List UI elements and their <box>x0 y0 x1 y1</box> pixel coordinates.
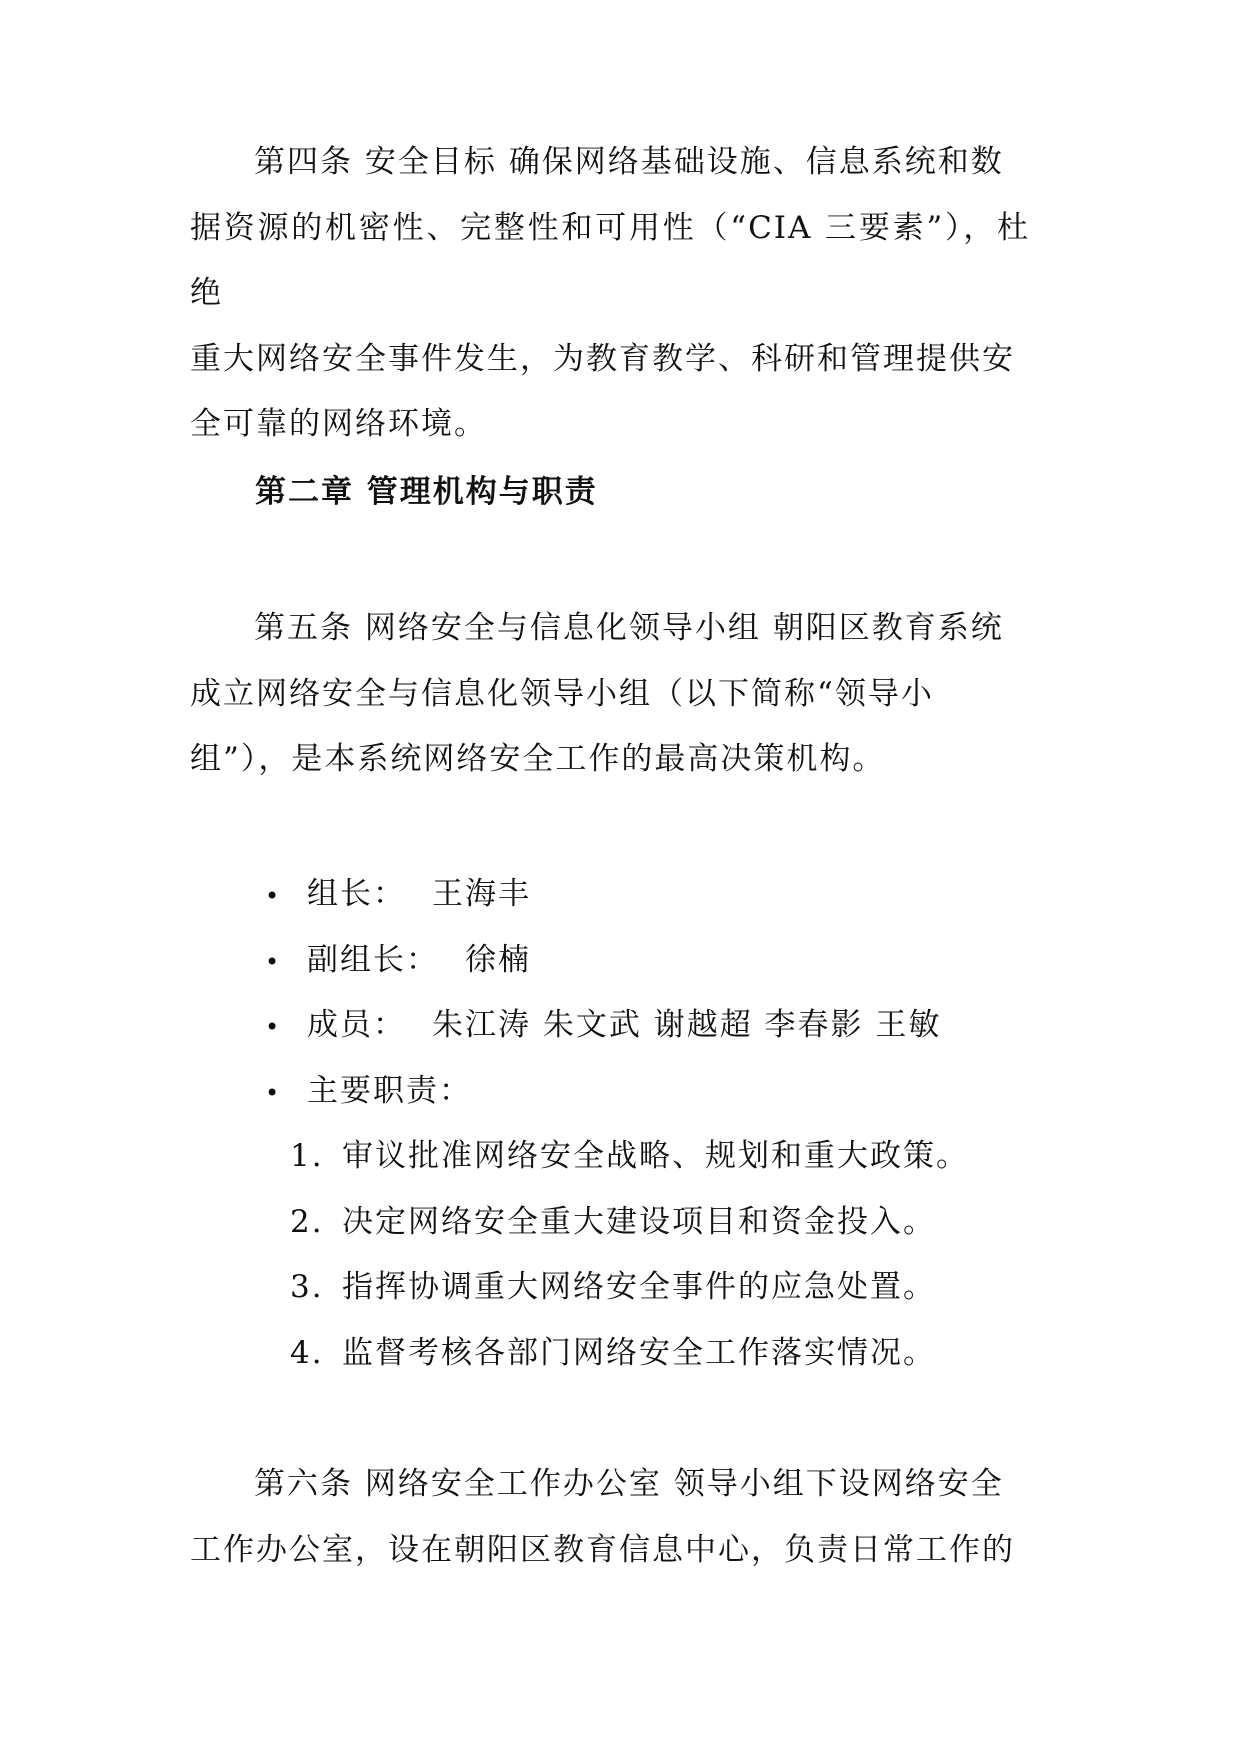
duties-list <box>290 1124 969 1386</box>
article-6-line: 工作办公室，设在朝阳区教育信息中心，负责日常工作的 <box>190 1531 1015 1568</box>
duty-item <box>290 1190 969 1256</box>
article-5-line: 第五条 网络安全与信息化领导小组 朝阳区教育系统 <box>254 610 1004 646</box>
duty-item <box>290 1255 969 1321</box>
article-4-line: 第四条 安全目标 确保网络基础设施、信息系统和数 <box>254 144 1004 180</box>
duties-label: 主要职责： <box>307 1072 472 1109</box>
bullet-icon: • <box>265 882 282 910</box>
duty-number: 2. <box>290 1203 324 1240</box>
list-item-leader <box>265 862 941 928</box>
leader-name: 王海丰 <box>432 876 531 912</box>
duty-number: 1. <box>290 1138 324 1174</box>
leader-label: 组长： <box>307 876 406 912</box>
article-5-line: 组”），是本系统网络安全工作的最高决策机构。 <box>190 741 886 777</box>
duty-text: 监督考核各部门网络安全工作落实情况。 <box>342 1334 936 1371</box>
duty-text: 指挥协调重大网络安全事件的应急处置。 <box>342 1269 936 1305</box>
duty-item <box>290 1321 969 1387</box>
list-item-duties <box>265 1059 941 1125</box>
bullet-icon: • <box>265 1078 282 1107</box>
members-label: 成员： <box>307 1007 406 1043</box>
chapter-2-heading: 第二章 管理机构与职责 <box>255 474 598 510</box>
article-4-line: 据资源的机密性、完整性和可用性（“CIA 三要素”），杜绝 <box>190 209 1030 311</box>
leadership-list <box>265 862 941 1124</box>
duty-item <box>290 1124 969 1190</box>
article-4-paragraph <box>190 130 1030 458</box>
list-item-members <box>265 993 941 1059</box>
list-item-deputy <box>265 928 941 994</box>
article-4-line: 全可靠的网络环境。 <box>190 406 487 442</box>
deputy-name: 徐楠 <box>465 941 531 978</box>
bullet-icon: • <box>265 1013 282 1041</box>
article-5-paragraph <box>190 596 1030 793</box>
article-5-line: 成立网络安全与信息化领导小组（以下简称“领导小 <box>190 675 934 712</box>
duty-number: 4. <box>290 1334 324 1371</box>
duty-text: 决定网络安全重大建设项目和资金投入。 <box>342 1203 936 1240</box>
article-6-line: 第六条 网络安全工作办公室 领导小组下设网络安全 <box>254 1466 1004 1502</box>
duty-number: 3. <box>290 1269 324 1305</box>
article-4-line: 重大网络安全事件发生，为教育教学、科研和管理提供安 <box>190 340 1015 377</box>
deputy-label: 副组长： <box>307 941 439 978</box>
duty-text: 审议批准网络安全战略、规划和重大政策。 <box>342 1138 969 1174</box>
bullet-icon: • <box>265 947 282 976</box>
members-names: 朱江涛 朱文武 谢越超 李春影 王敏 <box>432 1007 942 1043</box>
article-6-paragraph <box>190 1452 1030 1583</box>
